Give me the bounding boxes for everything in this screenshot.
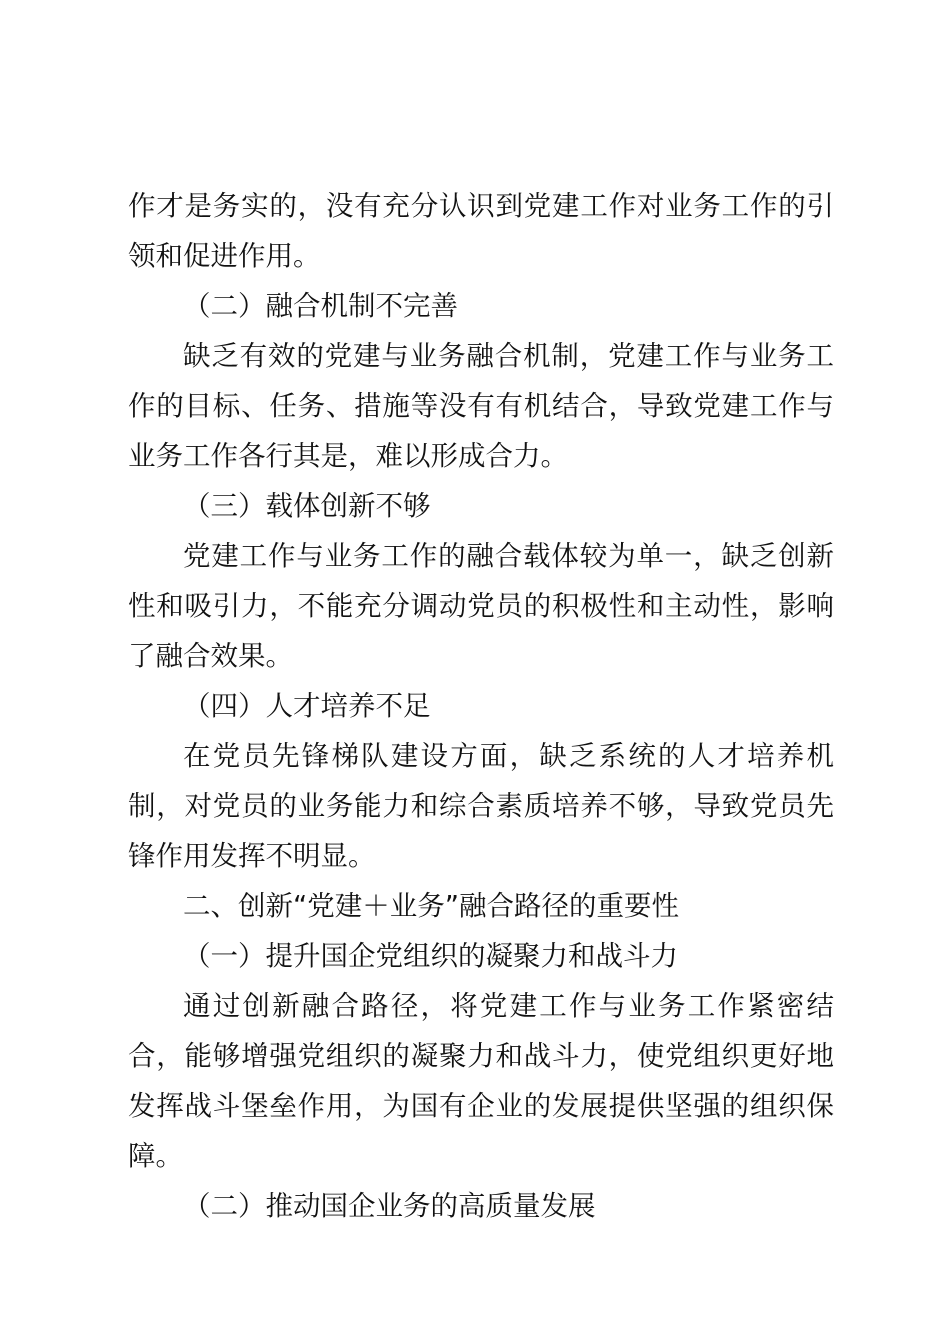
document-body [128, 181, 834, 1231]
subheading-high-quality-development: （二）推动国企业务的高质量发展 [183, 1190, 596, 1222]
paragraph-cohesion: 通过创新融合路径，将党建工作与业务工作紧密结合，能够增强党组织的凝聚力和战斗力，使党组织更好地发挥战斗堡垒作用，为国有企业的发展提供坚强的组织保障。 [128, 990, 834, 1172]
subheading-carrier-innovation: （三）载体创新不够 [183, 490, 431, 522]
section-heading-importance: 二、创新“党建＋业务”融合路径的重要性 [183, 890, 679, 922]
paragraph-carrier-innovation: 党建工作与业务工作的融合载体较为单一，缺乏创新性和吸引力，不能充分调动党员的积极性和主动性，影响了融合效果。 [128, 540, 834, 672]
subheading-cohesion: （一）提升国企党组织的凝聚力和战斗力 [183, 940, 678, 972]
paragraph-integration-mechanism: 缺乏有效的党建与业务融合机制，党建工作与业务工作的目标、任务、措施等没有有机结合，导致党建工作与业务工作各行其是，难以形成合力。 [128, 340, 834, 472]
subheading-talent-training: （四）人才培养不足 [183, 690, 431, 722]
subheading-integration-mechanism: （二）融合机制不完善 [183, 290, 458, 322]
paragraph-talent-training: 在党员先锋梯队建设方面，缺乏系统的人才培养机制，对党员的业务能力和综合素质培养不够，导致党员先锋作用发挥不明显。 [128, 740, 834, 872]
paragraph-continuation: 作才是务实的，没有充分认识到党建工作对业务工作的引领和促进作用。 [128, 190, 834, 272]
